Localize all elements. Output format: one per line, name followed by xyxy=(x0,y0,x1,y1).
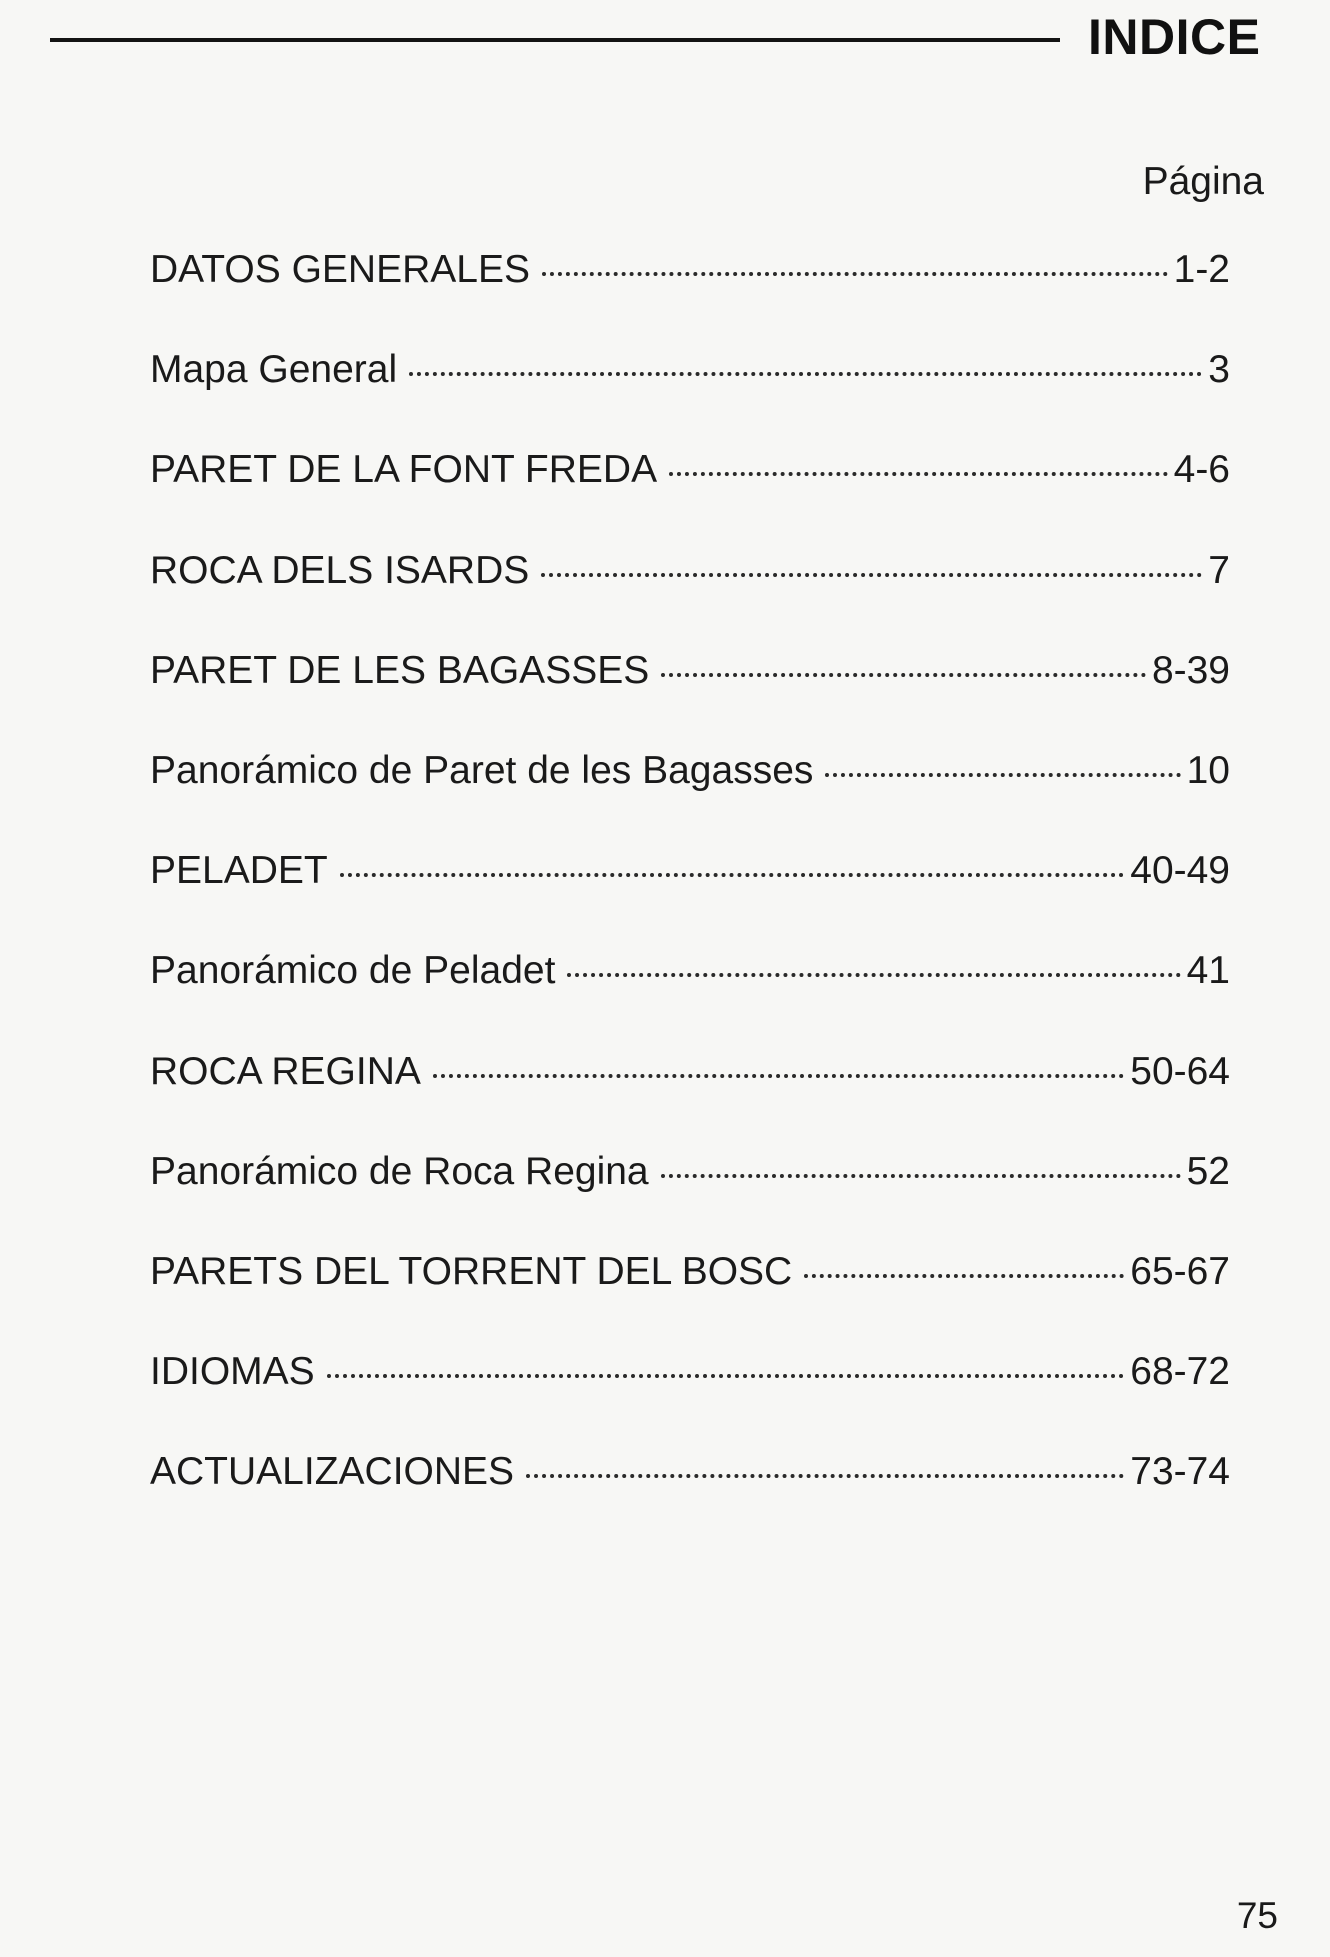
toc-entry-page: 1-2 xyxy=(1173,248,1230,291)
toc-entry-page: 50-64 xyxy=(1130,1049,1230,1093)
toc-entry-page: 3 xyxy=(1208,348,1230,392)
dot-leader xyxy=(433,1074,1124,1078)
page-title: INDICE xyxy=(1088,9,1261,65)
toc-entry-label: Panorámico de Roca Regina xyxy=(150,1149,649,1193)
header-rule xyxy=(50,38,1060,42)
toc-entry-page: 10 xyxy=(1186,748,1230,792)
toc-entry xyxy=(150,1042,1230,1142)
toc-entry xyxy=(150,1442,1230,1542)
toc-entry-page: 8-39 xyxy=(1151,648,1230,692)
toc-entry xyxy=(150,440,1230,540)
dot-leader xyxy=(825,773,1180,777)
toc-entry xyxy=(150,941,1230,1041)
toc-entry-label: ACTUALIZACIONES xyxy=(150,1450,515,1494)
toc-entry-label: Panorámico de Paret de les Bagasses xyxy=(150,748,814,792)
toc-entry-page: 68-72 xyxy=(1130,1350,1230,1394)
toc-entry-page: 41 xyxy=(1186,949,1230,993)
toc-entry xyxy=(150,541,1230,641)
dot-leader xyxy=(327,1374,1125,1378)
toc-entry-label: PARET DE LES BAGASSES xyxy=(150,648,650,692)
dot-leader xyxy=(526,1474,1124,1478)
dot-leader xyxy=(661,1174,1181,1178)
toc-entry-page: 52 xyxy=(1186,1149,1230,1193)
dot-leader xyxy=(542,272,1168,276)
toc-entry xyxy=(150,741,1230,841)
toc-entry xyxy=(150,1142,1230,1242)
toc-entry xyxy=(150,841,1230,941)
toc-entry-label: ROCA REGINA xyxy=(150,1049,421,1093)
toc-entry xyxy=(150,1342,1230,1442)
dot-leader xyxy=(661,673,1146,677)
toc-entry-label: IDIOMAS xyxy=(150,1350,315,1394)
toc-entry-label: PELADET xyxy=(150,849,328,893)
toc-entry-page: 4-6 xyxy=(1173,448,1230,492)
toc-entry-label: PARET DE LA FONT FREDA xyxy=(150,448,658,492)
toc-entry xyxy=(150,1242,1230,1342)
page-number: 75 xyxy=(1236,1895,1278,1936)
toc-entry-page: 65-67 xyxy=(1130,1249,1230,1293)
toc-entry-page: 7 xyxy=(1208,548,1230,592)
dot-leader xyxy=(340,873,1125,877)
dot-leader xyxy=(567,973,1180,977)
toc-entry-label: ROCA DELS ISARDS xyxy=(150,548,530,592)
toc-entry xyxy=(150,340,1230,440)
dot-leader xyxy=(541,573,1202,577)
toc-entry-label: Panorámico de Peladet xyxy=(150,949,556,993)
page-column-header: Página xyxy=(1142,160,1264,203)
toc-entry xyxy=(150,641,1230,741)
toc-entry-label: DATOS GENERALES xyxy=(150,248,531,291)
toc-entry-page: 40-49 xyxy=(1130,849,1230,893)
dot-leader xyxy=(409,372,1202,376)
toc-entry-label: Mapa General xyxy=(150,348,398,392)
table-of-contents xyxy=(150,240,1230,1542)
toc-entry xyxy=(150,240,1230,340)
toc-entry-page: 73-74 xyxy=(1130,1450,1230,1494)
dot-leader xyxy=(669,472,1168,476)
dot-leader xyxy=(804,1274,1124,1278)
toc-entry-label: PARETS DEL TORRENT DEL BOSC xyxy=(150,1249,793,1293)
